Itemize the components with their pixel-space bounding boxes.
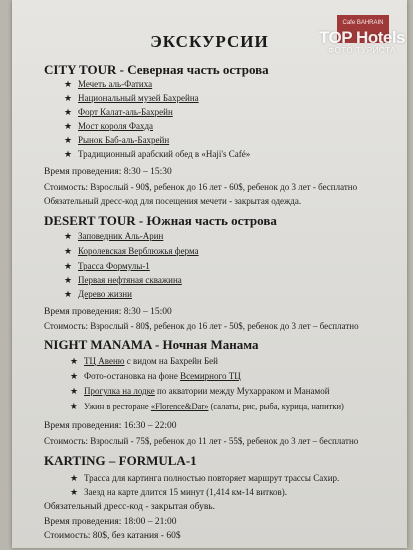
tour1-item-label: Форт Калат-аль-Бахрейн: [78, 107, 173, 117]
tour4-dress: Обязательный дресс-код - закрытая обувь.: [44, 502, 216, 512]
tour2-item: [64, 289, 132, 300]
tour1-item: [64, 135, 169, 146]
tour1-time: Время проведения: 8:30 – 15:30: [44, 167, 172, 177]
tour1-item: [64, 149, 250, 160]
tour3-item-text: с видом на Бахрейн Бей: [124, 356, 218, 366]
star-icon: ★: [70, 473, 79, 483]
star-icon: ★: [70, 371, 79, 381]
tour1-item: [64, 93, 199, 104]
star-icon: ★: [70, 386, 79, 396]
tour1-item: [64, 107, 173, 118]
tour1-item-label: Рынок Баб-аль-Бахрейн: [78, 135, 170, 145]
tour2-item: [64, 275, 182, 286]
tour3-item-link: Прогулка на лодке: [84, 386, 155, 396]
tour1-item-label: Национальный музей Бахрейна: [78, 93, 199, 103]
star-icon: ★: [70, 487, 79, 497]
tour4-item-label: Трасса для картинга полностью повторяет маршрут трассы Сахир.: [84, 473, 340, 483]
tour3-item: [70, 356, 218, 367]
tour4-item: [70, 487, 287, 498]
star-icon: ★: [70, 401, 78, 411]
star-icon: ★: [64, 289, 73, 299]
star-icon: ★: [64, 93, 73, 103]
tour1-note: Обязательный дресс-код для посещения мечети - закрытая одежда.: [44, 196, 302, 206]
star-icon: ★: [64, 149, 73, 159]
tour1-item-label: Традиционный арабский обед в «Haji's Café»: [78, 149, 251, 159]
tour2-item-label: Королевская Верблюжья ферма: [78, 246, 199, 256]
tour2-time: Время проведения: 8:30 – 15:00: [44, 307, 172, 317]
tour3-item-text: (салаты, рис, рыба, курица, напитки): [208, 401, 344, 411]
tour4-item-label: Заезд на карте длится 15 минут (1,414 км-14 витков).: [84, 487, 287, 497]
tour2-item-label: Трасса Формулы-1: [78, 261, 150, 271]
star-icon: ★: [70, 356, 79, 366]
tour1-heading: CITY TOUR - Северная часть острова: [44, 62, 269, 77]
tour2-item-label: Заповедник Аль-Арин: [78, 231, 164, 241]
tour3-price: Стоимость: Взрослый - 75$, ребенок до 11 лет - 55$, ребенок до 3 лет – бесплатно: [44, 436, 359, 446]
tour2-price: Стоимость: Взрослый - 80$, ребенок до 16 лет - 50$, ребенок до 3 лет – бесплатно: [44, 321, 359, 331]
tour3-item: [70, 371, 241, 382]
watermark-sub: ФОТО ТУРИСТА: [328, 46, 396, 55]
tour4-item: [70, 473, 339, 484]
tour2-heading: DESERT TOUR - Южная часть острова: [44, 213, 277, 228]
excursion-sheet: [12, 0, 407, 548]
tour3-item: [70, 386, 330, 397]
tour1-price: Стоимость: Взрослый - 90$, ребенок до 16 лет - 60$, ребенок до 3 лет - бесплатно: [44, 182, 358, 192]
tour3-item-text: по акватории между Мухарраком и Манамой: [154, 386, 330, 396]
star-icon: ★: [64, 121, 73, 131]
star-icon: ★: [64, 231, 73, 241]
tour2-item: [64, 261, 150, 272]
tour1-item-label: Мост короля Фахда: [78, 121, 154, 131]
tour1-item: [64, 79, 152, 90]
tour3-heading: NIGHT MANAMA - Ночная Манама: [44, 337, 259, 352]
star-icon: ★: [64, 135, 73, 145]
tour3-item-link: «Florence&Dar»: [150, 401, 209, 411]
tour2-item: [64, 246, 199, 257]
star-icon: ★: [64, 246, 73, 256]
watermark-main: TOP Hotels: [318, 28, 405, 47]
tour3-item-link: Всемирного ТЦ: [180, 371, 241, 381]
star-icon: ★: [64, 79, 73, 89]
tour3-item: [70, 401, 344, 412]
tour1-item-label: Мечеть аль-Фатиха: [78, 79, 153, 89]
tour1-item: [64, 121, 153, 132]
star-icon: ★: [64, 275, 73, 285]
tour2-item: [64, 231, 163, 242]
star-icon: ★: [64, 261, 73, 271]
tour4-heading: KARTING – FORMULA-1: [44, 453, 197, 468]
tour4-price: Стоимость: 80$, без катания - 60$: [44, 531, 181, 541]
tour2-item-label: Дерево жизни: [78, 289, 132, 299]
cafe-logo-text: Cafe BAHRAIN: [342, 20, 384, 26]
tour3-item-text: Ужин в ресторане: [84, 401, 151, 411]
star-icon: ★: [64, 107, 73, 117]
page-title: ЭКСКУРСИИ: [150, 32, 269, 51]
tour3-time: Время проведения: 16:30 – 22:00: [44, 421, 177, 431]
tour3-item-text: Фото-остановка на фоне: [84, 371, 181, 381]
tour3-item-link: ТЦ Авеню: [84, 356, 125, 366]
tour4-time: Время проведения: 18:00 – 21:00: [44, 517, 177, 527]
tour2-item-label: Первая нефтяная скважина: [78, 275, 182, 285]
